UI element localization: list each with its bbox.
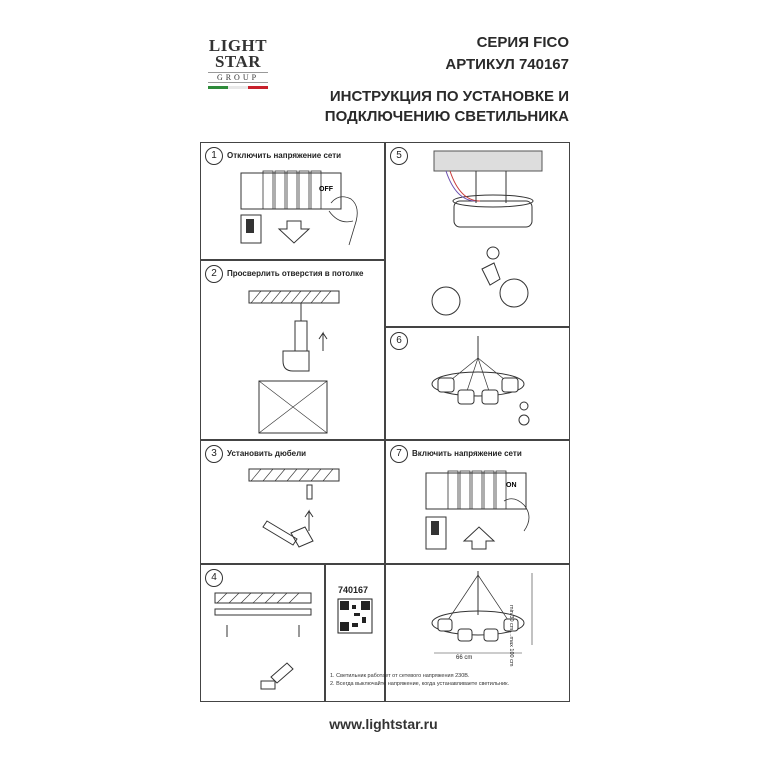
step-2-title: Просверлить отверстия в потолке [227,269,364,278]
mounting-plate-illustration [201,565,326,703]
step-3-panel [200,440,385,564]
step-3-number: 3 [205,445,223,463]
breaker-on-illustration [386,441,571,565]
on-label: ON [506,482,517,489]
step-3-title: Установить дюбели [227,449,307,458]
step-4-panel [200,564,325,702]
step-1-number: 1 [205,147,223,165]
footer-url[interactable]: www.lightstar.ru [329,716,438,732]
dimension-drawing [386,565,571,675]
anchor-hammer-illustration [201,441,386,565]
off-label: OFF [319,186,333,193]
article-label: АРТИКУЛ 740167 [445,56,569,73]
logo-line1: LIGHT [208,36,268,55]
step-5-number: 5 [390,147,408,165]
article-code: 740167 [338,585,369,595]
notes-block [330,672,509,688]
step-1-title: Отключить напряжение сети [227,151,342,160]
drill-illustration [201,261,386,441]
note-1: 1. Светильник работает от сетевого напряжения 230В. [330,673,470,679]
step-2-panel [200,260,385,440]
series-label: СЕРИЯ FICO [476,34,569,51]
logo-line3: GROUP [208,72,268,83]
breaker-off-illustration [201,143,386,261]
width-dimension: 66 cm [456,655,473,661]
step-7-number: 7 [390,445,408,463]
height-dimension: min 30 cm....max 100 cm [508,605,514,667]
step-7-title: Включить напряжение сети [412,449,522,458]
step-6-panel [385,327,570,440]
step-5-panel [385,142,570,327]
step-7-panel [385,440,570,564]
step-4-number: 4 [205,569,223,587]
note-2: 2. Всегда выключайте напряжение, когда устанавливаете светильник. [330,681,510,687]
instruction-grid [200,142,570,702]
brand-logo [208,38,268,89]
step-6-number: 6 [390,332,408,350]
italian-flag-stripe [208,86,268,89]
step-2-number: 2 [205,265,223,283]
step-1-panel [200,142,385,260]
logo-line2: STAR [214,52,262,71]
title-line1: ИНСТРУКЦИЯ ПО УСТАНОВКЕ И [329,88,569,105]
title-line2: ПОДКЛЮЧЕНИЮ СВЕТИЛЬНИКА [324,108,569,125]
ceiling-mount-wiring-illustration [386,143,571,328]
lamp-shade-assembly-illustration [386,328,571,441]
